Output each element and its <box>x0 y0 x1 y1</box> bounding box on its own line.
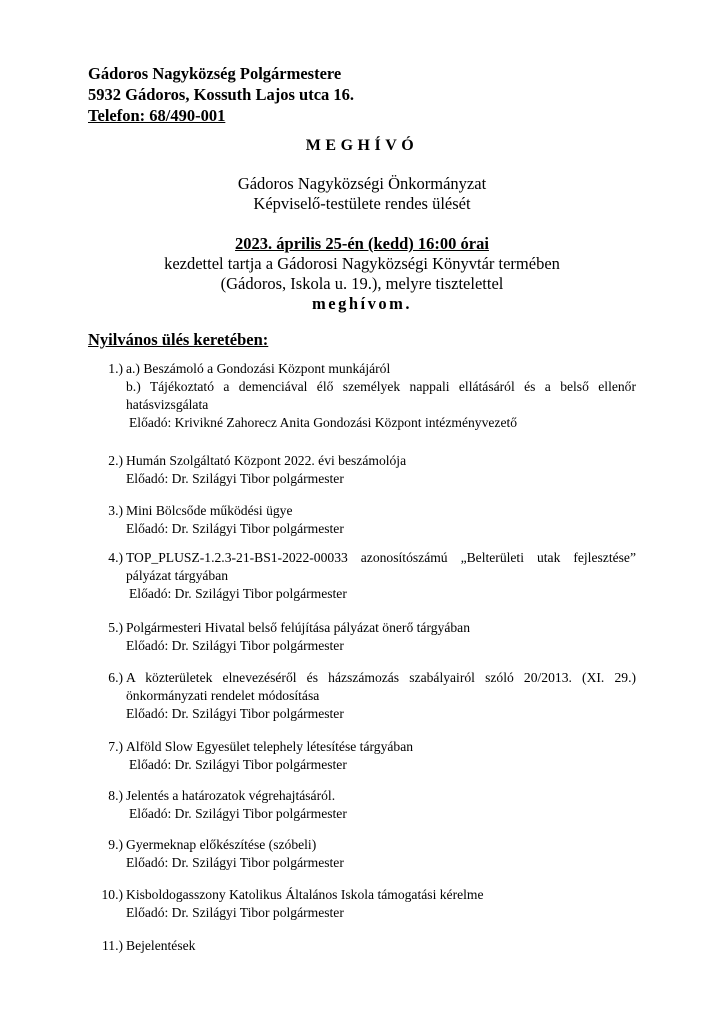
section-title: Nyilvános ülés keretében: <box>88 330 269 349</box>
intro-line-1: Gádoros Nagyközségi Önkormányzat <box>237 174 487 193</box>
invitation-closing: meghívom. <box>312 294 412 313</box>
agenda-item-title: Humán Szolgáltató Központ 2022. évi beszámolója <box>126 453 407 468</box>
agenda-item-title: Kisboldogasszony Katolikus Általános Iskola támogatási kérelme <box>126 887 484 902</box>
agenda-item-number: 6.) <box>108 670 123 685</box>
sender-name: Gádoros Nagyközség Polgármestere <box>88 64 342 83</box>
agenda-item-title-cont: önkormányzati rendelet módosítása <box>126 688 320 703</box>
intro-line-2: Képviselő-testülete rendes ülését <box>253 194 471 213</box>
invitation-line-2: kezdettel tartja a Gádorosi Nagyközségi Könyvtár termében <box>164 254 560 273</box>
agenda-item-number: 3.) <box>108 503 123 518</box>
agenda-item-number: 4.) <box>108 550 123 565</box>
agenda-item-number: 5.) <box>108 620 123 635</box>
sender-phone: Telefon: 68/490-001 <box>88 106 226 125</box>
agenda-item-number: 10.) <box>101 887 123 902</box>
agenda-item-presenter: Előadó: Dr. Szilágyi Tibor polgármester <box>129 586 347 601</box>
sender-address: 5932 Gádoros, Kossuth Lajos utca 16. <box>88 85 355 104</box>
intro-block <box>0 174 724 214</box>
agenda-item-title: a.) Beszámoló a Gondozási Központ munkájáról <box>126 361 391 376</box>
agenda-item-presenter: Előadó: Dr. Szilágyi Tibor polgármester <box>126 521 344 536</box>
agenda-item-title-cont: pályázat tárgyában <box>126 568 229 583</box>
agenda-item-presenter: Előadó: Dr. Szilágyi Tibor polgármester <box>126 855 344 870</box>
agenda-item-presenter: Előadó: Dr. Szilágyi Tibor polgármester <box>129 757 347 772</box>
agenda-item-title: Mini Bölcsőde működési ügye <box>126 503 293 518</box>
invitation-block <box>0 234 724 314</box>
agenda-item-title: Jelentés a határozatok végrehajtásáról. <box>126 788 336 803</box>
agenda-item-title: Bejelentések <box>126 938 196 953</box>
agenda-item-presenter: Előadó: Dr. Szilágyi Tibor polgármester <box>126 706 344 721</box>
meeting-datetime: 2023. április 25-én (kedd) 16:00 órai <box>235 234 489 253</box>
agenda-item-title: TOP_PLUSZ-1.2.3-21-BS1-2022-00033 azonosítószámú „Belterületi utak fejlesztése” <box>126 550 636 565</box>
agenda-item-presenter: Előadó: Dr. Szilágyi Tibor polgármester <box>126 638 344 653</box>
agenda-item-title: Alföld Slow Egyesület telephely létesítése tárgyában <box>126 739 414 754</box>
letterhead <box>88 63 354 126</box>
agenda-item-title: Polgármesteri Hivatal belső felújítása pályázat önerő tárgyában <box>126 620 470 635</box>
agenda-item-number: 11.) <box>101 938 123 953</box>
agenda-item-number: 1.) <box>108 361 123 376</box>
agenda-item-subtitle-cont: hatásvizsgálata <box>126 397 209 412</box>
agenda-item-number: 8.) <box>108 788 123 803</box>
agenda-item-presenter: Előadó: Dr. Szilágyi Tibor polgármester <box>126 905 344 920</box>
agenda-item-number: 2.) <box>108 453 123 468</box>
agenda-item-title: Gyermeknap előkészítése (szóbeli) <box>126 837 317 852</box>
agenda-item-number: 7.) <box>108 739 123 754</box>
invitation-line-3: (Gádoros, Iskola u. 19.), melyre tisztelettel <box>220 274 504 293</box>
agenda-item-presenter: Előadó: Dr. Szilágyi Tibor polgármester <box>126 471 344 486</box>
agenda-item-number: 9.) <box>108 837 123 852</box>
agenda-item-presenter: Előadó: Dr. Szilágyi Tibor polgármester <box>129 806 347 821</box>
agenda-item-presenter: Előadó: Krivikné Zahorecz Anita Gondozási Központ intézményvezető <box>129 415 518 430</box>
document-title: MEGHÍVÓ <box>305 137 419 154</box>
agenda-item-subtitle: b.) Tájékoztató a demenciával élő személyek nappali ellátásáról és a belső ellenőr <box>126 379 636 394</box>
agenda-item-title: A közterületek elnevezéséről és házszámozás szabályairól szóló 20/2013. (XI. 29.) <box>126 670 636 685</box>
